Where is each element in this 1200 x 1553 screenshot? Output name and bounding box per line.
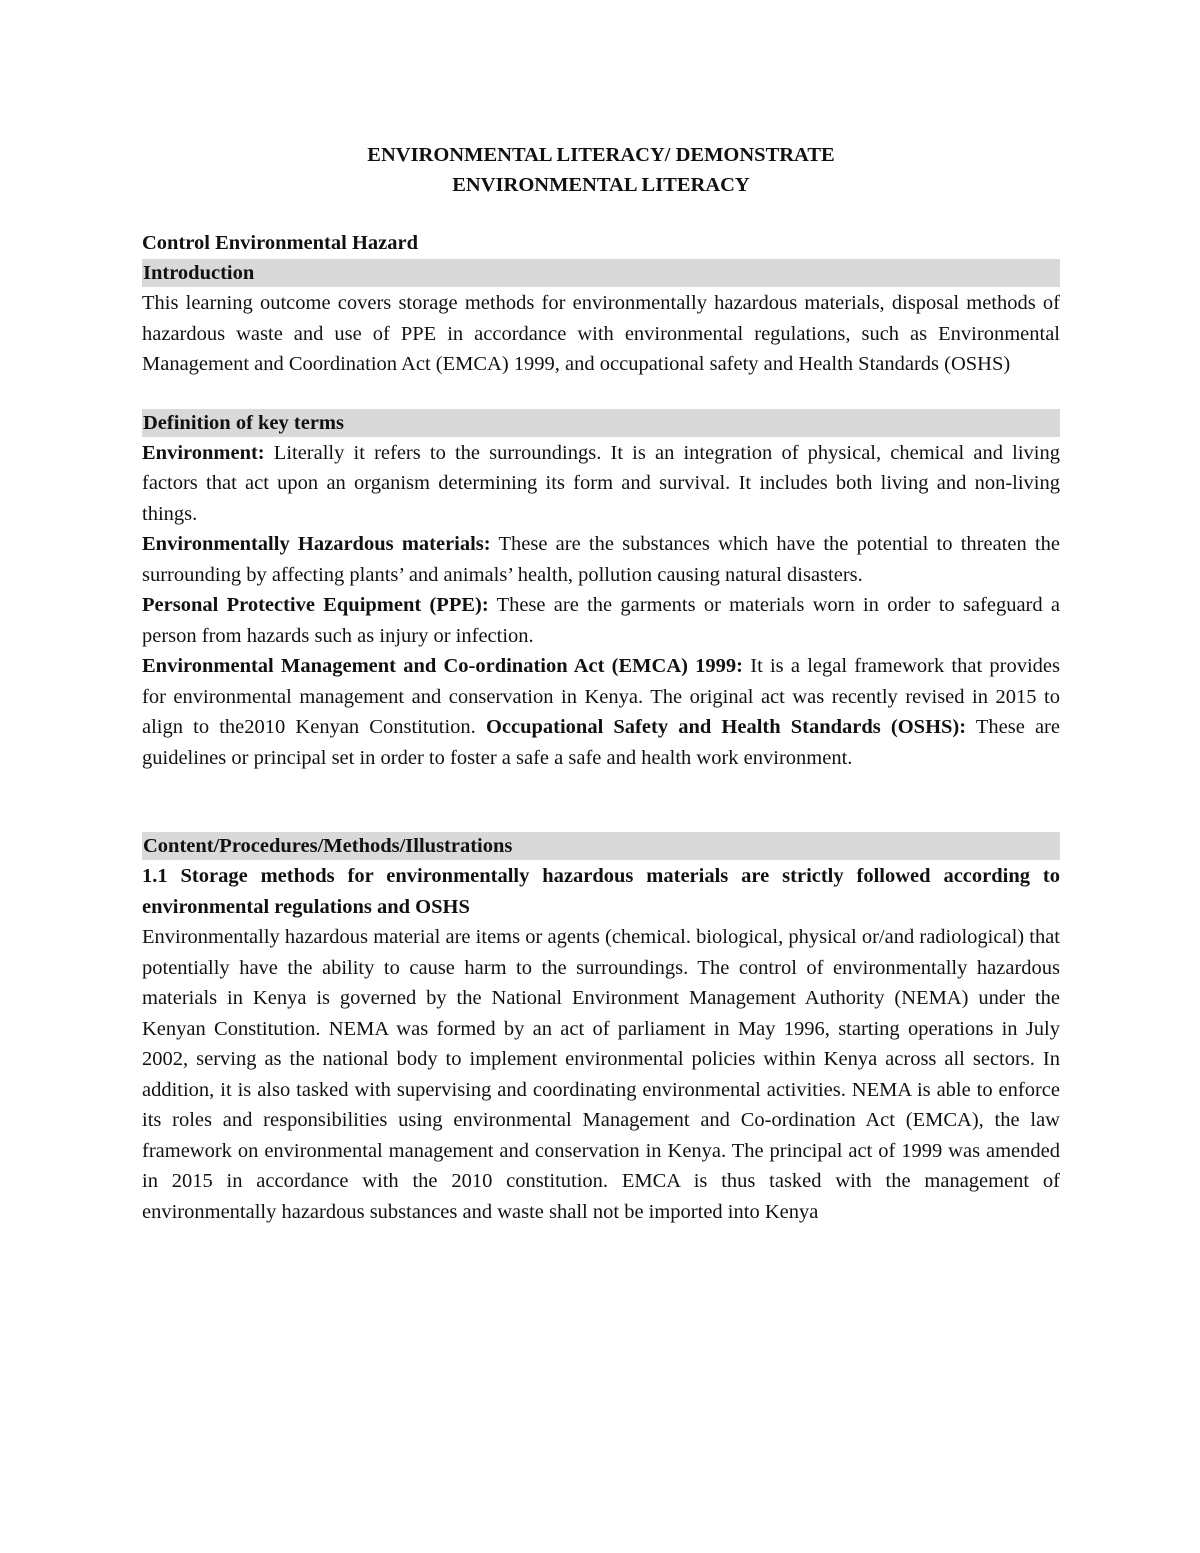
document-page xyxy=(142,140,1060,1227)
definition-environment-text: Literally it refers to the surroundings. It is an integration of physical, chemical and living factors that act upon an organism determining its form and survival. It includes both living and non-living things. xyxy=(142,441,1060,525)
definition-ppe xyxy=(142,590,1060,651)
document-title xyxy=(142,140,1060,200)
term-oshs: Occupational Safety and Health Standards (OSHS): xyxy=(485,716,967,738)
definition-hazardous-materials-text: These are the substances which have the potential to threaten the surrounding by affecting plants’ and animals’ health, pollution causing natural disasters. xyxy=(142,533,1060,586)
introduction-text: This learning outcome covers storage methods for environmentally hazardous materials, disposal methods of hazardous waste and use of PPE in accordance with environmental regulations, such as Environmental Management and Coordination Act (EMCA) 1999, and occupational safety and Health Standards (OSHS) xyxy=(142,292,1060,375)
introduction-heading: Introduction xyxy=(142,259,1060,287)
definition-emca-oshs xyxy=(142,651,1060,773)
definition-oshs-text: These are guidelines or principal set in order to foster a safe a safe and health work environment. xyxy=(142,716,1060,769)
term-ppe: Personal Protective Equipment (PPE): xyxy=(142,594,489,616)
content-heading: Content/Procedures/Methods/Illustrations xyxy=(142,832,1060,860)
definitions-heading: Definition of key terms xyxy=(142,409,1060,437)
definition-ppe-text: These are the garments or materials worn in order to safeguard a person from hazards such as injury or infection. xyxy=(142,594,1060,647)
definition-emca-text: It is a legal framework that provides for environmental management and conservation in Kenya. The original act was recently revised in 2015 to align to the2010 Kenyan Constitution. xyxy=(142,655,1060,738)
definition-environment xyxy=(142,438,1060,530)
unit-heading: Control Environmental Hazard xyxy=(142,232,418,254)
content-subheading: 1.1 Storage methods for environmentally hazardous materials are strictly followed according to environmental regulations and OSHS xyxy=(142,865,1060,918)
term-environment: Environment: xyxy=(142,441,265,464)
content-text: Environmentally hazardous material are items or agents (chemical. biological, physical or/and radiological) that potentially have the ability to cause harm to the surroundings. The control of environmentally hazardous materials in Kenya is governed by the National Environment Management Authority (NEMA) under the Kenyan Constitution. NEMA was formed by an act of parliament in May 1996, starting operations in July 2002, serving as the national body to implement environmental policies within Kenya across all sectors. In addition, it is also tasked with supervising and coordinating environmental activities. NEMA is able to enforce its roles and responsibilities using environmental Management and Co-ordination Act (EMCA), the law framework on environmental management and conservation in Kenya. The principal act of 1999 was amended in 2015 in accordance with the 2010 constitution. EMCA is thus tasked with the management of environmentally hazardous substances and waste shall not be imported into Kenya xyxy=(142,926,1060,1223)
term-hazardous-materials: Environmentally Hazardous materials: xyxy=(142,533,491,555)
title-line-1: ENVIRONMENTAL LITERACY/ DEMONSTRATE xyxy=(367,144,835,166)
term-emca: Environmental Management and Co-ordination Act (EMCA) 1999: xyxy=(142,655,744,677)
definition-hazardous-materials xyxy=(142,529,1060,590)
title-line-2: ENVIRONMENTAL LITERACY xyxy=(452,174,750,196)
